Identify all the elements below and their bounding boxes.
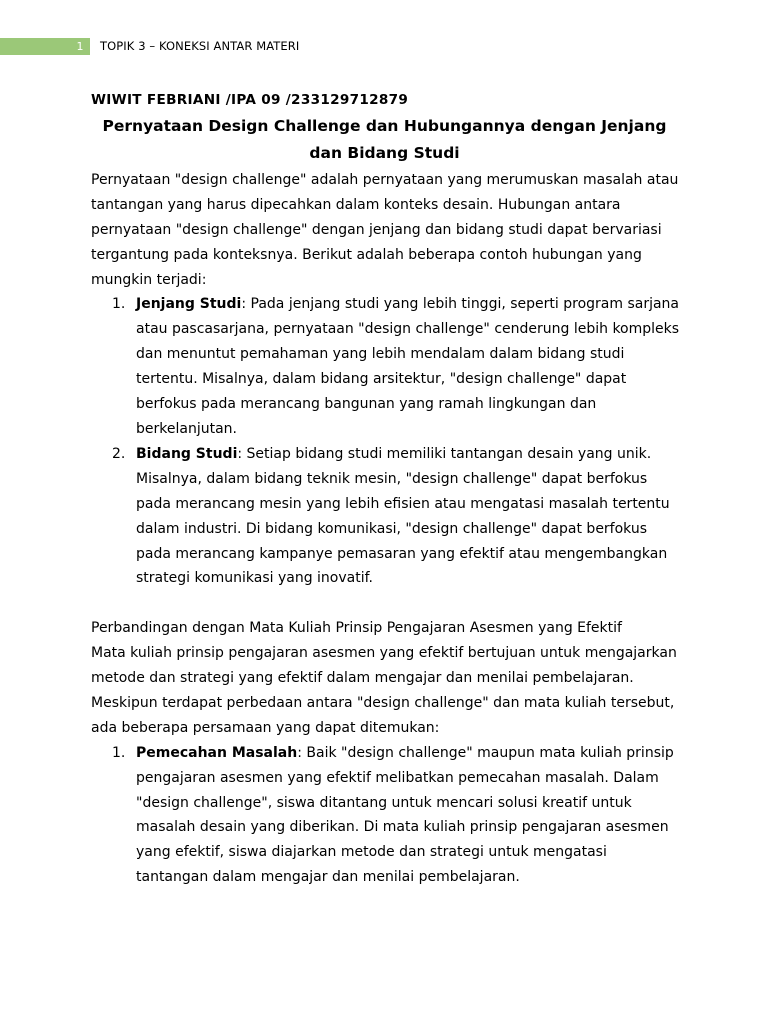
list-term: Pemecahan Masalah (136, 744, 298, 761)
list-text: : Setiap bidang studi memiliki tantangan desain yang unik. Misalnya, dalam bidang teknik mesin, "design challenge" dapat berfokus pada merancang mesin yang lebih efisien atau mengatasi masalah tertentu dalam industri. Di bidang komunikasi, "design challenge" dapat berfokus pada merancang kampanye pemasaran yang efektif atau mengembangkan strategi komunikasi yang inovatif. (136, 445, 670, 587)
numbered-list-1 (91, 292, 691, 591)
document-body (91, 88, 691, 890)
document-title: Pernyataan Design Challenge dan Hubungannya dengan Jenjang dan Bidang Studi (102, 116, 667, 163)
page-number: 1 (76, 40, 84, 53)
author-line: WIWIT FEBRIANI /IPA 09 /233129712879 (91, 92, 409, 108)
paragraph-spacer (91, 591, 691, 616)
list-item (91, 442, 681, 591)
list-number: 2. (112, 445, 126, 462)
list-text: : Pada jenjang studi yang lebih tinggi, seperti program sarjana atau pascasarjana, pernyataan "design challenge" cenderung lebih kompleks dan menuntut pemahaman yang lebih mendalam dalam bidang studi tertentu. Misalnya, dalam bidang arsitektur, "design challenge" dapat berfokus pada merancang bangunan yang ramah lingkungan dan berkelanjutan. (136, 296, 680, 437)
list-item (91, 741, 681, 890)
section2-heading: Perbandingan dengan Mata Kuliah Prinsip Pengajaran Asesmen yang Efektif (91, 620, 622, 637)
list-number: 1. (112, 296, 126, 313)
numbered-list-2 (91, 741, 691, 890)
section2-paragraph: Mata kuliah prinsip pengajaran asesmen yang efektif bertujuan untuk mengajarkan metode dan strategi yang efektif dalam mengajar dan menilai pembelajaran. Meskipun terdapat perbedaan antara "design challenge" dan mata kuliah tersebut, ada beberapa persamaan yang dapat ditemukan: (91, 645, 677, 736)
list-term: Jenjang Studi (136, 296, 242, 313)
intro-paragraph: Pernyataan "design challenge" adalah pernyataan yang merumuskan masalah atau tantangan yang harus dipecahkan dalam konteks desain. Hubungan antara pernyataan "design challenge" dengan jenjang dan bidang studi dapat bervariasi tergantung pada konteksnya. Berikut adalah beberapa contoh hubungan yang mungkin terjadi: (91, 171, 679, 288)
header-title: TOPIK 3 – KONEKSI ANTAR MATERI (100, 39, 300, 53)
list-item (91, 292, 681, 441)
list-number: 1. (112, 744, 126, 761)
list-text: : Baik "design challenge" maupun mata kuliah prinsip pengajaran asesmen yang efektif melibatkan pemecahan masalah. Dalam "design challenge", siswa ditantang untuk mencari solusi kreatif untuk masalah desain yang diberikan. Di mata kuliah prinsip pengajaran asesmen yang efektif, siswa diajarkan metode dan strategi untuk mengatasi tantangan dalam mengajar dan menilai pembelajaran. (136, 744, 674, 886)
list-term: Bidang Studi (136, 445, 238, 462)
